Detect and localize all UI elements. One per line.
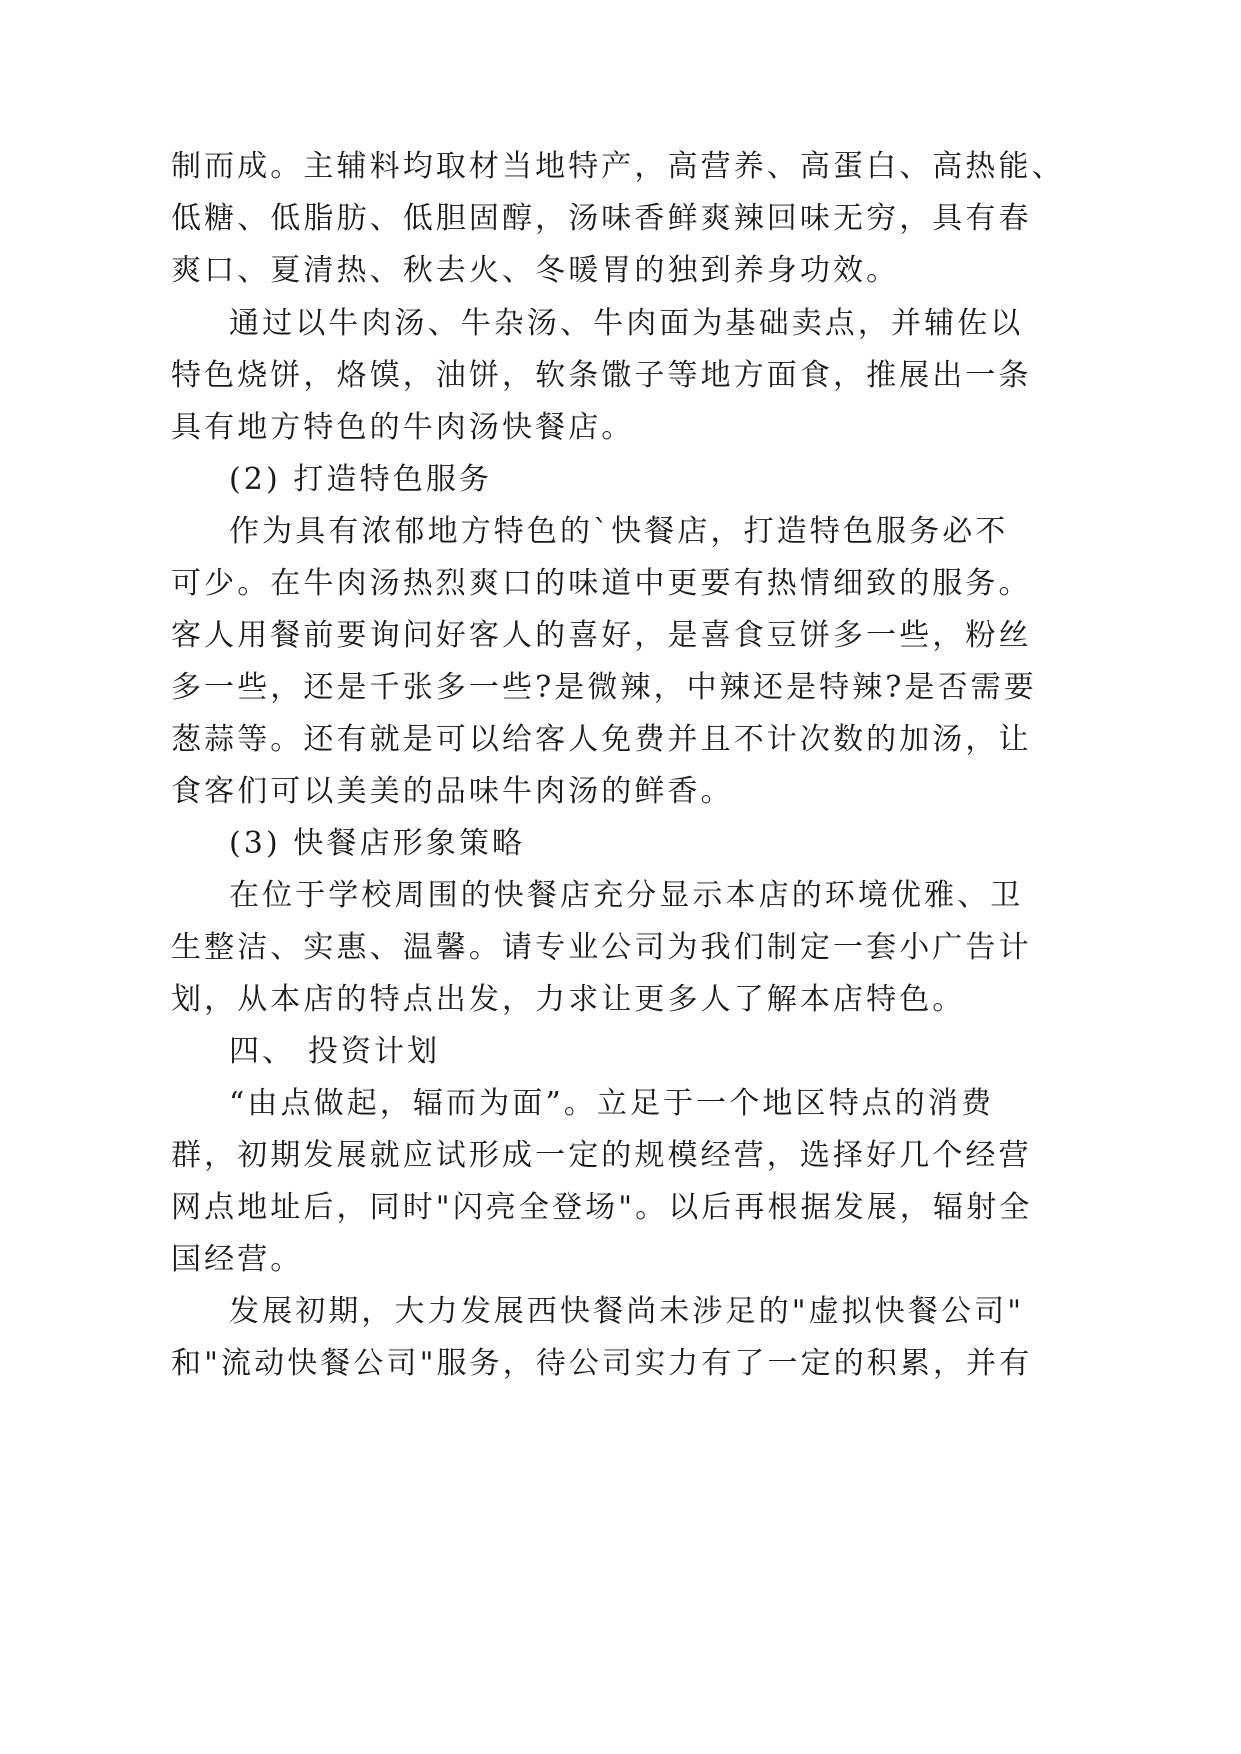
paragraph-first-line: 通过以牛肉汤、牛杂汤、牛肉面为基础卖点，并辅佐以 [229, 306, 1024, 341]
body-text-line: 特色烧饼，烙馍，油饼，软条馓子等地方面食，推展出一条 [171, 358, 1032, 393]
paragraph-first-line: 在位于学校周围的快餐店充分显示本店的环境优雅、卫 [229, 878, 1024, 913]
body-text-line: 客人用餐前要询问好客人的喜好，是喜食豆饼多一些，粉丝 [171, 618, 1032, 653]
body-text-line: 食客们可以美美的品味牛肉汤的鲜香。 [171, 774, 734, 809]
body-text-line: 国经营。 [171, 1242, 304, 1277]
body-text-line: 和"流动快餐公司"服务，待公司实力有了一定的积累，并有 [171, 1346, 1033, 1381]
paragraph-first-line: 作为具有浓郁地方特色的`快餐店，打造特色服务必不 [229, 514, 1009, 549]
body-text-line: 划，从本店的特点出发，力求让更多人了解本店特色。 [171, 982, 966, 1017]
section-heading-2: (2) 打造特色服务 [229, 462, 493, 497]
body-text-line: 网点地址后，同时"闪亮全登场"。以后再根据发展，辐射全 [171, 1190, 1033, 1225]
section-heading-4: 四、 投资计划 [229, 1034, 441, 1069]
body-text-line: 具有地方特色的牛肉汤快餐店。 [171, 410, 635, 445]
body-text-line: 低糖、低脂肪、低胆固醇，汤味香鲜爽辣回味无穷，具有春 [171, 201, 1032, 236]
body-text-line: 制而成。主辅料均取材当地特产，高营养、高蛋白、高热能、 [171, 149, 1065, 184]
body-text-line: 多一些，还是千张多一些?是微辣，中辣还是特辣?是否需要 [171, 670, 1037, 705]
body-text-line: 爽口、夏清热、秋去火、冬暖胃的独到养身功效。 [171, 253, 900, 288]
body-text-line: 葱蒜等。还有就是可以给客人免费并且不计次数的加汤，让 [171, 722, 1032, 757]
body-text-line: 生整洁、实惠、温馨。请专业公司为我们制定一套小广告计 [171, 930, 1032, 965]
body-text-line: 可少。在牛肉汤热烈爽口的味道中更要有热情细致的服务。 [171, 566, 1032, 601]
paragraph-first-line: “由点做起，辐而为面”。立足于一个地区特点的消费 [229, 1086, 995, 1121]
body-text-line: 群，初期发展就应试形成一定的规模经营，选择好几个经营 [171, 1138, 1032, 1173]
section-heading-3: (3) 快餐店形象策略 [229, 826, 526, 861]
paragraph-first-line: 发展初期，大力发展西快餐尚未涉足的"虚拟快餐公司" [229, 1294, 1025, 1329]
